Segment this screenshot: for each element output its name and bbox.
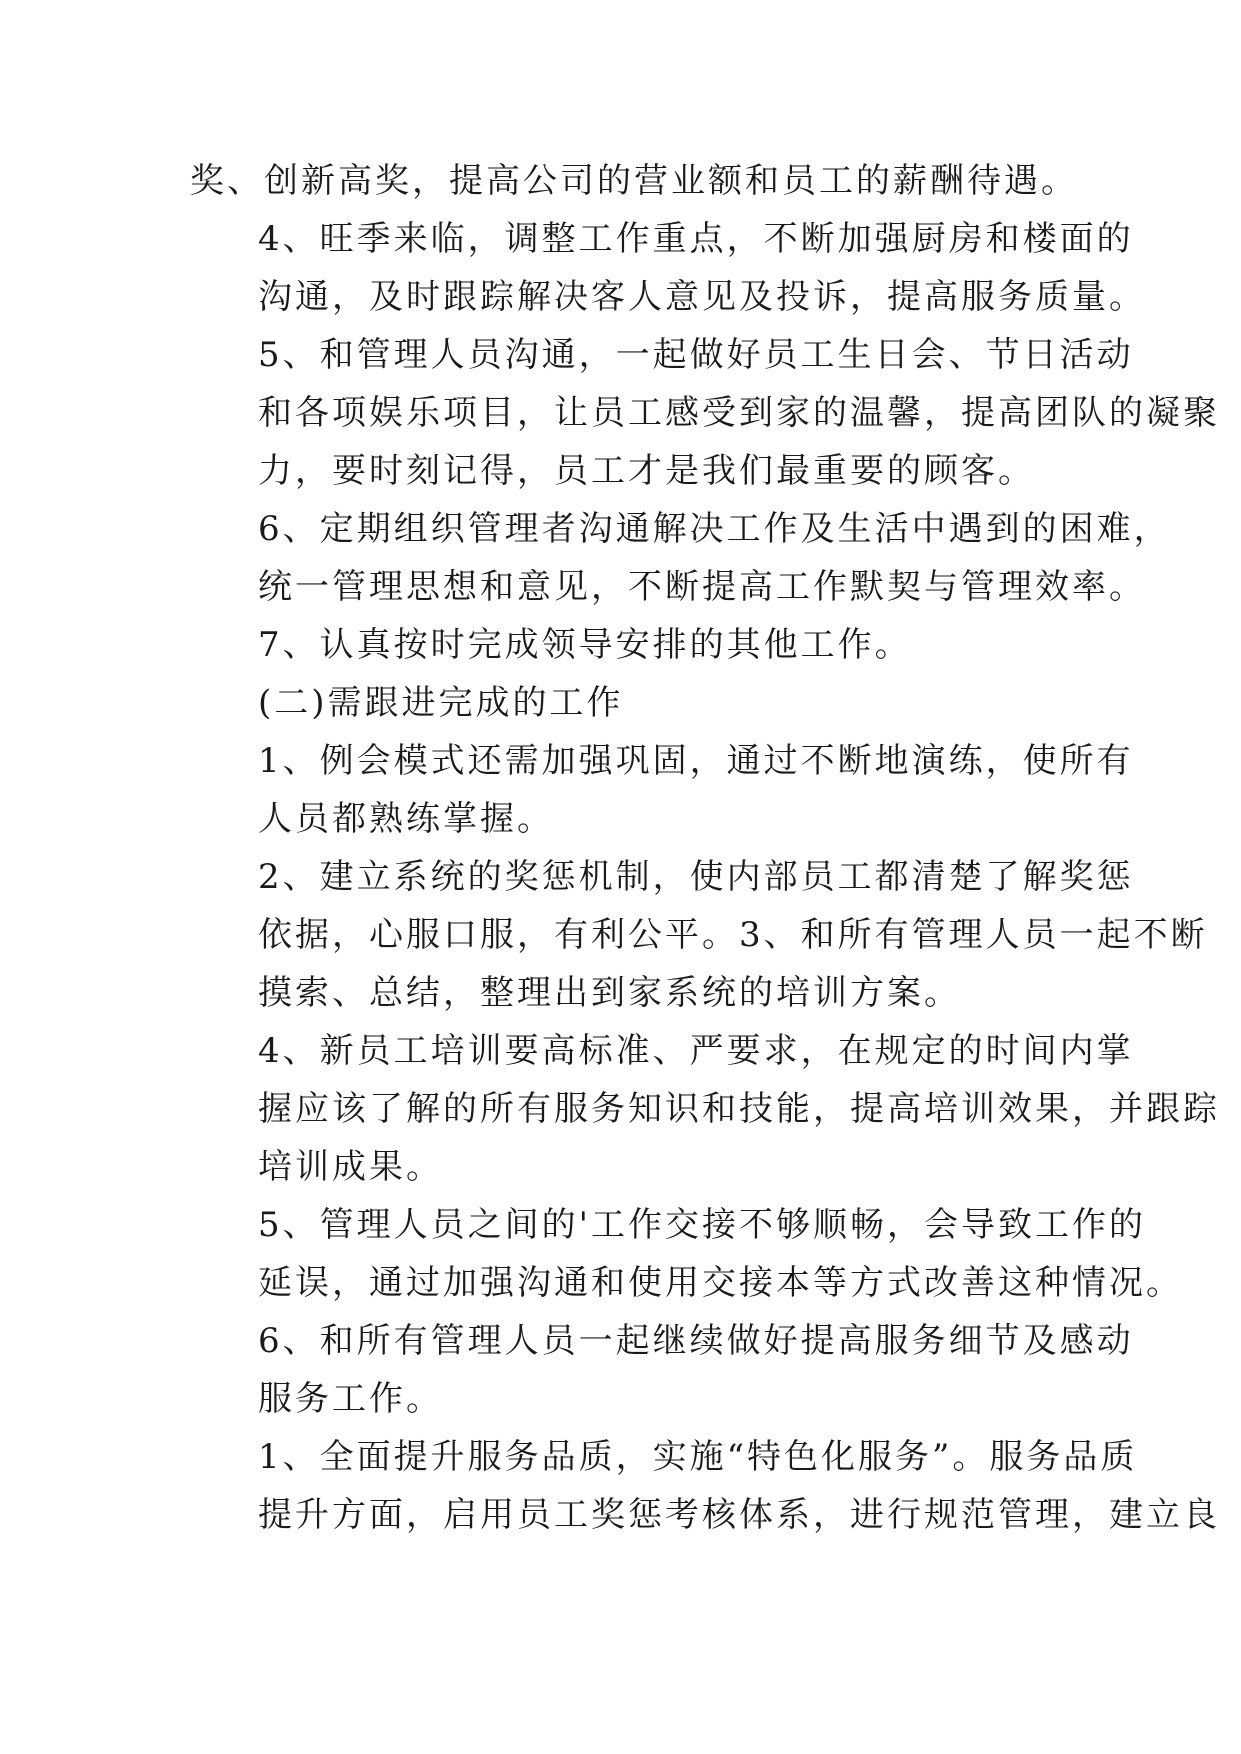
- text-line: 2、建立系统的奖惩机制，使内部员工都清楚了解奖惩: [258, 857, 1134, 897]
- paragraph: [190, 1428, 1220, 1544]
- text-line: 奖、创新高奖，提高公司的营业额和员工的薪酬待遇。: [190, 161, 1078, 201]
- text-line: 6、和所有管理人员一起继续做好提高服务细节及感动: [258, 1321, 1134, 1361]
- text-line: 4、新员工培训要高标准、严要求，在规定的时间内掌: [258, 1031, 1134, 1071]
- paragraph: [190, 674, 1070, 732]
- paragraph: [190, 152, 1078, 210]
- paragraph: [190, 500, 1171, 616]
- text-line: 握应该了解的所有服务知识和技能，提高培训效果，并跟踪: [258, 1089, 1220, 1129]
- text-line: 依据，心服口服，有利公平。3、和所有管理人员一起不断: [258, 915, 1208, 955]
- text-line: 7、认真按时完成领导安排的其他工作。: [258, 625, 912, 665]
- text-line: 6、定期组织管理者沟通解决工作及生活中遇到的困难，: [258, 509, 1171, 549]
- text-line: 延误，通过加强沟通和使用交接本等方式改善这种情况。: [258, 1263, 1183, 1303]
- text-line: 提升方面，启用员工奖惩考核体系，进行规范管理，建立良: [258, 1495, 1220, 1535]
- text-line: 力，要时刻记得，员工才是我们最重要的顾客。: [258, 451, 1035, 491]
- paragraph: [190, 210, 1146, 326]
- text-line: 统一管理思想和意见，不断提高工作默契与管理效率。: [258, 567, 1146, 607]
- paragraph: [190, 732, 1134, 848]
- text-line: 5、管理人员之间的'工作交接不够顺畅，会导致工作的: [258, 1205, 1146, 1245]
- paragraph: [190, 326, 1220, 500]
- text-line: (二)需跟进完成的工作: [258, 683, 624, 723]
- text-line: 1、全面提升服务品质，实施“特色化服务”。服务品质: [258, 1437, 1138, 1477]
- paragraph: [190, 1022, 1220, 1196]
- text-line: 4、旺季来临，调整工作重点，不断加强厨房和楼面的: [258, 219, 1134, 259]
- text-line: 5、和管理人员沟通，一起做好员工生日会、节日活动: [258, 335, 1134, 375]
- text-line: 摸索、总结，整理出到家系统的培训方案。: [258, 973, 961, 1013]
- document-body: [190, 152, 1220, 1544]
- paragraph: [190, 1312, 1134, 1428]
- text-line: 培训成果。: [258, 1147, 443, 1187]
- paragraph: [190, 616, 1070, 674]
- text-line: 服务工作。: [258, 1379, 443, 1419]
- paragraph: [190, 1196, 1183, 1312]
- text-line: 和各项娱乐项目，让员工感受到家的温馨，提高团队的凝聚: [258, 393, 1220, 433]
- text-line: 人员都熟练掌握。: [258, 799, 554, 839]
- text-line: 沟通，及时跟踪解决客人意见及投诉，提高服务质量。: [258, 277, 1146, 317]
- text-line: 1、例会模式还需加强巩固，通过不断地演练，使所有: [258, 741, 1134, 781]
- paragraph: [190, 848, 1208, 1022]
